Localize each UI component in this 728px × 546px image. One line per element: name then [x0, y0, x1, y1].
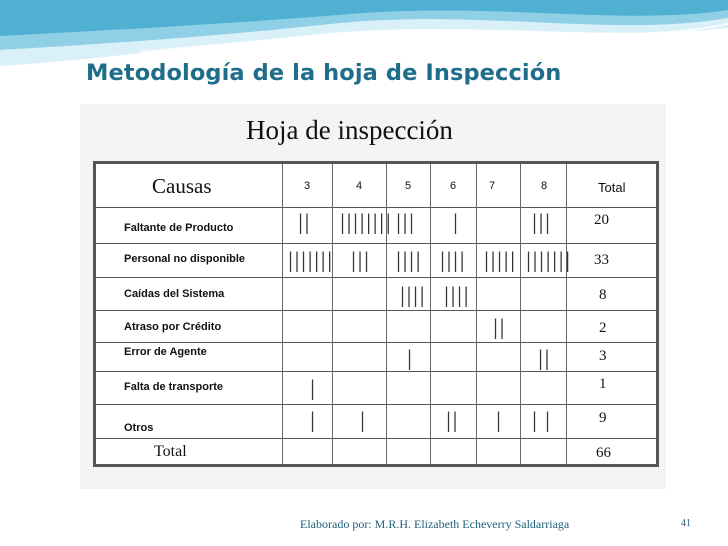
- row-total: 9: [599, 410, 607, 426]
- tally-marks: ||: [536, 346, 550, 371]
- tally-marks: |: [494, 408, 501, 433]
- grand-total-label: Total: [154, 443, 187, 460]
- row-total: 8: [599, 287, 607, 303]
- tally-marks: ||: [444, 408, 458, 433]
- row-divider: [96, 277, 656, 278]
- row-divider: [96, 342, 656, 343]
- cause-label: Falta de transporte: [124, 381, 224, 393]
- row-total: 3: [599, 348, 607, 364]
- causes-header: Causas: [152, 174, 212, 198]
- column-divider: [520, 164, 521, 464]
- cause-label: Atraso por Crédito: [124, 321, 222, 333]
- cause-label: Faltante de Producto: [124, 222, 234, 234]
- row-divider: [96, 438, 656, 439]
- row-total: 1: [599, 376, 607, 392]
- slide-title: Metodología de la hoja de Inspección: [86, 60, 562, 86]
- tally-marks: | |: [530, 408, 550, 433]
- sheet-heading: Hoja de inspección: [246, 115, 453, 145]
- column-divider: [332, 164, 333, 464]
- cause-label: Error de Agente: [124, 346, 207, 358]
- page-number: 41: [681, 518, 691, 529]
- tally-marks: |: [358, 408, 365, 433]
- row-total: 2: [599, 320, 607, 336]
- column-header: 8: [540, 180, 548, 192]
- tally-marks: |||||||: [524, 248, 570, 273]
- column-header: 6: [449, 180, 457, 192]
- tally-marks: |: [405, 346, 412, 371]
- column-divider: [566, 164, 567, 464]
- tally-marks: ||||: [442, 283, 469, 308]
- column-header: 7: [488, 180, 496, 192]
- inspection-table: [93, 161, 659, 467]
- column-header: 3: [303, 180, 311, 192]
- cause-label: Personal no disponible: [124, 253, 246, 265]
- row-total: 33: [594, 252, 609, 268]
- tally-marks: |||: [349, 248, 369, 273]
- row-divider: [96, 404, 656, 405]
- row-divider: [96, 207, 656, 208]
- column-divider: [386, 164, 387, 464]
- total-header: Total: [598, 180, 626, 195]
- tally-marks: ||||||||: [338, 210, 391, 235]
- footer-credit: Elaborado por: M.R.H. Elizabeth Echeverry Saldarriaga: [300, 517, 570, 531]
- tally-marks: ||: [296, 210, 310, 235]
- tally-marks: |||: [394, 210, 414, 235]
- tally-marks: |: [308, 376, 315, 401]
- tally-marks: ||||: [398, 283, 425, 308]
- column-divider: [476, 164, 477, 464]
- tally-marks: |||||: [482, 248, 515, 273]
- tally-marks: |||: [530, 210, 550, 235]
- tally-marks: ||||: [394, 248, 421, 273]
- tally-marks: |||||||: [286, 248, 332, 273]
- tally-marks: ||||: [438, 248, 465, 273]
- row-divider: [96, 310, 656, 311]
- cause-label: Otros: [124, 422, 154, 434]
- cause-label: Caídas del Sistema: [124, 288, 225, 300]
- grand-total-value: 66: [596, 445, 611, 461]
- row-divider: [96, 371, 656, 372]
- column-header: 5: [404, 180, 412, 192]
- row-total: 20: [594, 212, 609, 228]
- tally-marks: ||: [491, 315, 505, 340]
- column-divider: [282, 164, 283, 464]
- tally-marks: |: [308, 408, 315, 433]
- column-divider: [430, 164, 431, 464]
- column-header: 4: [355, 180, 363, 192]
- tally-marks: |: [451, 210, 458, 235]
- row-divider: [96, 243, 656, 244]
